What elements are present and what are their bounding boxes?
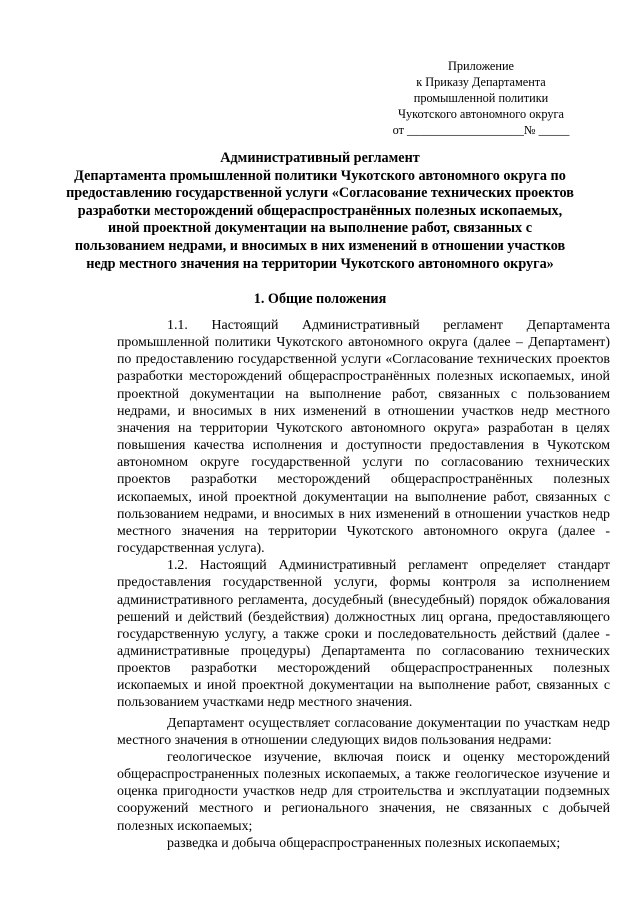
title-line: пользованием недрами, и вносимых в них изменений в отношении участков [74,237,566,254]
appendix-header [386,58,576,138]
appendix-line: к Приказу Департамента [416,75,546,89]
title-line: недр местного значения на территории Чукотского автономного округа» [86,255,554,272]
paragraph: геологическое изучение, включая поиск и оценку месторождений общераспространенных полезных ископаемых, а также геологическое изучение и оценка пригодности участков недр для строительства и эксплуатации подземных сооружений местного и регионального значения, не связанных с добычей полезных ископаемых; [117,749,610,834]
appendix-line: Приложение [448,59,514,73]
title-line: Департамента промышленной политики Чукотского автономного округа по [74,167,566,184]
title-line: разработки месторождений общераспространённых полезных ископаемых, [77,202,563,219]
appendix-line: Чукотского автономного округа [398,107,564,121]
document-body [117,317,610,852]
appendix-line: от ___________________№ _____ [392,123,570,137]
section-heading: 1. Общие положения [253,291,387,307]
title-line: иной проектной документации на выполнение работ, связанных с [107,220,532,237]
paragraph: разведка и добыча общераспространенных полезных ископаемых; [167,835,561,851]
title-line: предоставлению государственной услуги «Согласование технических проектов [66,185,574,202]
paragraph: 1.2. Настоящий Административный регламент определяет стандарт предоставления государственной услуги, формы контроля за исполнением административного регламента, досудебный (внесудебный) порядок обжалования решений и действий (бездействия) должностных лиц органа, предоставляющего государственную услугу, а также сроки и последовательность действий (далее - административные процедуры) Департамента по согласованию технических проектов разработки месторождений общераспространенных полезных ископаемых и иной проектной документации на выполнение работ, связанных с пользованием участками недр местного значения. [117,558,610,711]
paragraph: Департамент осуществляет согласование документации по участкам недр местного значения в отношении следующих видов пользования недрами: [117,715,610,748]
appendix-line: промышленной политики [413,91,549,105]
document-title [50,150,590,273]
title-line: Административный регламент [220,150,420,166]
paragraph: 1.1. Настоящий Административный регламент Департамента промышленной политики Чукотского автономного округа (далее – Департамент) по предоставлению государственной услуги «Согласование технических проектов разработки месторождений общераспространённых полезных ископаемых, иной проектной документации на выполнение работ, связанных с пользованием недрами, и вносимых в них изменений в отношении участков недр местного значения на территории Чукотского автономного округа» разработан в целях повышения качества исполнения и доступности предоставления в Чукотском автономном округе государственной услуги по согласованию технических проектов разработки месторождений общераспространённых полезных ископаемых, иной проектной документации на выполнение работ, связанных с пользованием недрами, и вносимых в них изменений в отношении участков недр местного значения на территории Чукотского автономного округа (далее - государственная услуга). [117,318,610,557]
